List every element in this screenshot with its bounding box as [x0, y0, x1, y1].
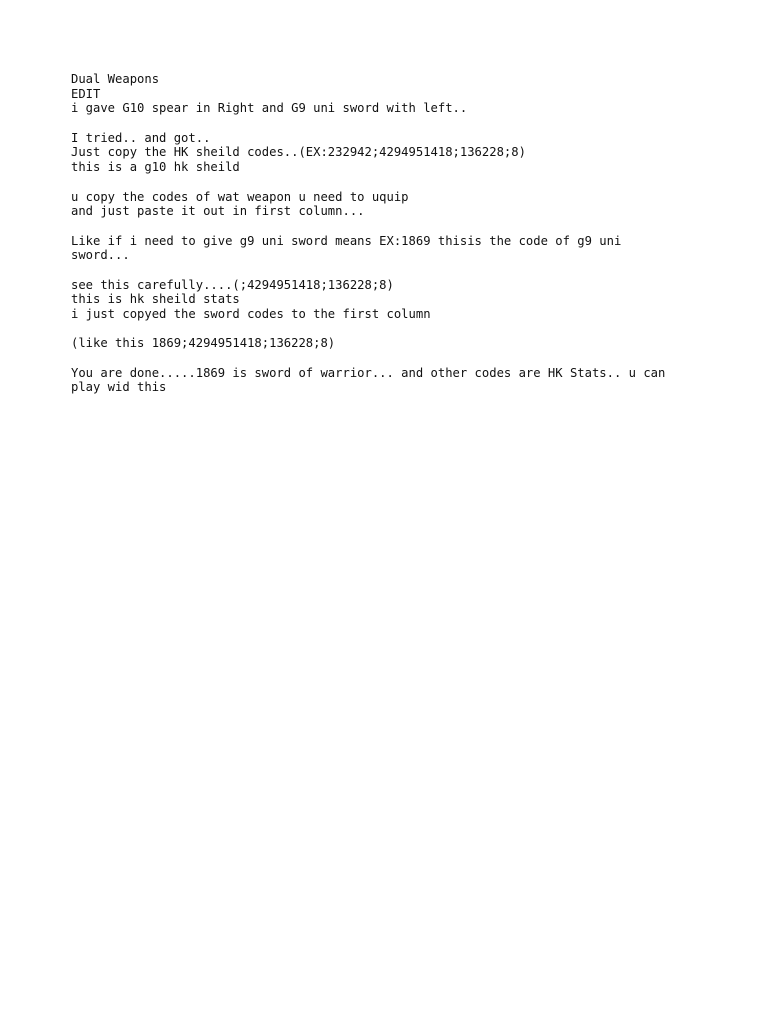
blank-line	[71, 219, 711, 234]
blank-line	[71, 116, 711, 131]
text-line: i just copyed the sword codes to the first column	[71, 307, 431, 321]
text-line: (like this 1869;4294951418;136228;8)	[71, 336, 336, 351]
blank-line	[71, 175, 711, 190]
text-line: i gave G10 spear in Right and G9 uni sword with left..	[71, 101, 468, 116]
text-line: this is hk sheild stats	[71, 292, 240, 307]
text-line: Just copy the HK sheild codes..(EX:232942;4294951418;136228;8)	[71, 145, 526, 160]
text-line: see this carefully....(;4294951418;136228;8)	[71, 277, 394, 292]
text-line: and just paste it out in first column...	[71, 204, 365, 219]
text-line: You are done.....1869 is sword of warrior... and other codes are HK Stats.. u can	[71, 365, 666, 380]
text-line: this is a g10 hk sheild	[71, 160, 240, 175]
text-line: u copy the codes of wat weapon u need to uquip	[71, 189, 409, 204]
text-line: play wid this	[71, 380, 167, 395]
text-line: I tried.. and got..	[71, 130, 211, 145]
text-line: sword...	[71, 248, 130, 263]
blank-line	[71, 322, 711, 337]
blank-line	[71, 263, 711, 278]
document-title: Dual Weapons	[71, 72, 160, 86]
edit-label: EDIT	[71, 86, 101, 101]
blank-line	[71, 351, 711, 366]
text-line: Like if i need to give g9 uni sword means EX:1869 thisis the code of g9 uni	[71, 233, 622, 248]
document-body	[71, 72, 711, 395]
